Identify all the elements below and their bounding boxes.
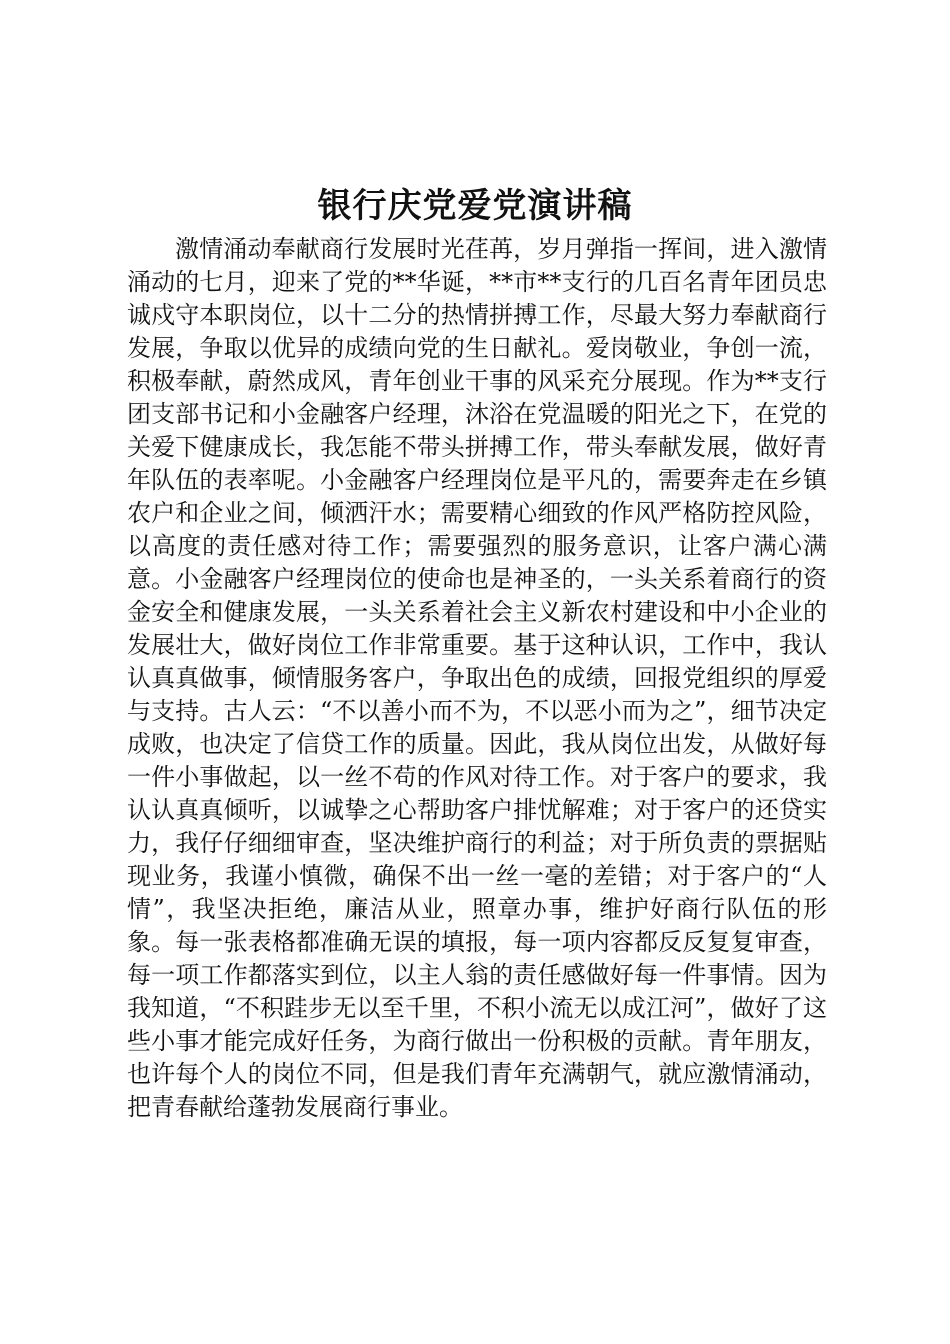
document-title: 银行庆党爱党演讲稿 <box>317 186 633 226</box>
document-body-paragraph: 激情涌动奉献商行发展时光荏苒，岁月弹指一挥间，进入激情涌动的七月，迎来了党的**华诞，**市**支行的几百名青年团员忠诚戍守本职岗位，以十二分的热情拼搏工作，尽最大努力奉献商行发展，争取以优异的成绩向党的生日献礼。爱岗敬业，争创一流，积极奉献，蔚然成风，青年创业干事的风采充分展现。作为**支行团支部书记和小金融客户经理，沐浴在党温暖的阳光之下，在党的关爱下健康成长，我怎能不带头拼搏工作，带头奉献发展，做好青年队伍的表率呢。小金融客户经理岗位是平凡的，需要奔走在乡镇农户和企业之间，倾洒汗水；需要精心细致的作风严格防控风险，以高度的责任感对待工作；需要强烈的服务意识，让客户满心满意。小金融客户经理岗位的使命也是神圣的，一头关系着商行的资金安全和健康发展，一头关系着社会主义新农村建设和中小企业的发展壮大，做好岗位工作非常重要。基于这种认识，工作中，我认认真真做事，倾情服务客户，争取出色的成绩，回报党组织的厚爱与支持。古人云：“不以善小而不为，不以恶小而为之”，细节决定成败，也决定了信贷工作的质量。因此，我从岗位出发，从做好每一件小事做起，以一丝不苟的作风对待工作。对于客户的要求，我认认真真倾听，以诚挚之心帮助客户排忧解难；对于客户的还贷实力，我仔仔细细审查，坚决维护商行的利益；对于所负责的票据贴现业务，我谨小慎微，确保不出一丝一毫的差错；对于客户的“人情”，我坚决拒绝，廉洁从业，照章办事，维护好商行队伍的形象。每一张表格都准确无误的填报，每一项内容都反反复复审查，每一项工作都落实到位，以主人翁的责任感做好每一件事情。因为我知道，“不积跬步无以至千里，不积小流无以成江河”，做好了这些小事才能完成好任务，为商行做出一份积极的贡献。青年朋友，也许每个人的岗位不同，但是我们青年充满朝气，就应激情涌动，把青春献给蓬勃发展商行事业。 <box>127 235 827 1121</box>
